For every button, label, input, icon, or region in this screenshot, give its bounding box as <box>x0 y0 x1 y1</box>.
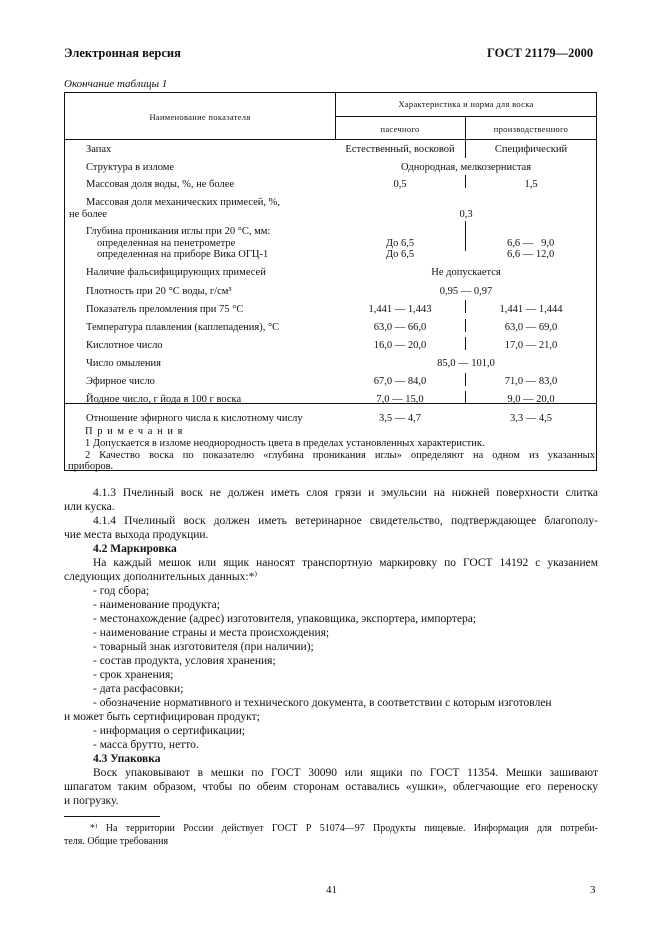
note-2-line2: приборов. <box>68 461 114 472</box>
row-water-a: 0,5 <box>393 179 407 190</box>
heading-4-2: 4.2 Маркировка <box>93 543 177 555</box>
para-4-1-3-line2: или куска. <box>64 501 115 513</box>
list-item: - товарный знак изготовителя (при наличии); <box>93 641 314 653</box>
row-iodine-name: Йодное число, г йода в 100 г воска <box>86 394 242 405</box>
row-structure-name: Структура в изломе <box>86 162 175 173</box>
list-item: - масса брутто, нетто. <box>93 739 199 751</box>
row-ester-name: Эфирное число <box>86 376 155 387</box>
row-acid-name: Кислотное число <box>86 340 163 351</box>
row-needle-b2: 6,6 — 9,0 <box>507 238 555 249</box>
row-ratio-b: 3,3 — 4,5 <box>510 413 552 424</box>
row-melt-b: 63,0 — 69,0 <box>504 322 558 333</box>
list-item: и может быть сертифицирован продукт; <box>64 711 260 723</box>
footnote-line1: *⁾ На территории России действует ГОСТ Р 51074—97 Продукты пищевые. Информация для потреби- <box>90 823 598 834</box>
list-item: - дата расфасовки; <box>93 683 184 695</box>
row-needle-name1: Глубина проникания иглы при 20 °С, мм: <box>86 226 271 237</box>
para-4-1-4-line1: 4.1.4 Пчелиный воск должен иметь ветеринарное свидетельство, подтверждающее благополу- <box>93 515 598 527</box>
row-needle-name2: определенная на пенетрометре <box>97 238 236 249</box>
note-2-line1: 2 Качество воска по показателю «глубина проникания иглы» определяют на одном из указанных <box>85 450 595 461</box>
list-item: - состав продукта, условия хранения; <box>93 655 276 667</box>
para-4-2-line1: На каждый мешок или ящик наносят транспортную маркировку по ГОСТ 14192 с указанием <box>93 557 598 569</box>
row-needle-b3: 6,6 — 12,0 <box>507 249 555 260</box>
sep-needle <box>465 221 466 251</box>
page-number-center: 41 <box>326 884 337 896</box>
list-item: - местонахождение (адрес) изготовителя, упаковщика, экспортера, импортера; <box>93 613 477 625</box>
list-item: - информация о сертификации; <box>93 725 246 737</box>
table-hline-subheader <box>335 116 597 117</box>
row-mech-value: 0,3 <box>459 209 473 220</box>
row-falsify-value: Не допускается <box>431 267 501 278</box>
row-mech-name2: не более <box>69 209 107 220</box>
list-item: - срок хранения; <box>93 669 174 681</box>
row-melt-name: Температура плавления (каплепадения), °С <box>86 322 280 333</box>
row-melt-a: 63,0 — 66,0 <box>373 322 427 333</box>
row-ester-a: 67,0 — 84,0 <box>373 376 427 387</box>
row-saponif-value: 85,0 — 101,0 <box>437 358 495 369</box>
col-b-header: производственного <box>493 124 569 134</box>
row-iodine-a: 7,0 — 15,0 <box>376 394 424 405</box>
row-smell-a: Естественный, восковой <box>345 144 455 155</box>
row-acid-a: 16,0 — 20,0 <box>373 340 427 351</box>
notes-title: П р и м е ч а н и я <box>85 426 184 437</box>
para-4-3-line2: шпагатом таким образом, чтобы по обеим сторонам оставались «ушки», облегчающие его переноску <box>64 781 598 793</box>
row-mech-name1: Массовая доля механических примесей, %, <box>86 197 281 208</box>
page-number-right: 3 <box>590 884 596 896</box>
row-water-b: 1,5 <box>524 179 538 190</box>
row-refract-a: 1,441 — 1,443 <box>368 304 432 315</box>
header-left: Электронная версия <box>64 46 181 60</box>
note-1: 1 Допускается в изломе неоднородность цвета в пределах установленных характеристик. <box>85 438 485 449</box>
para-4-3-line1: Воск упаковывают в мешки по ГОСТ 30090 или ящики по ГОСТ 11354. Мешки зашивают <box>93 767 598 779</box>
row-refract-b: 1,441 — 1,444 <box>499 304 563 315</box>
para-4-1-4-line2: чие места выхода продукции. <box>64 529 209 541</box>
para-4-3-line3: и погрузку. <box>64 795 119 807</box>
row-water-name: Массовая доля воды, %, не более <box>86 179 235 190</box>
list-item: - наименование страны и места происхождения; <box>93 627 330 639</box>
footnote-rule <box>64 816 160 817</box>
row-needle-name3: определенная на приборе Вика ОГЦ-1 <box>97 249 269 260</box>
table-hline-header-bottom <box>65 139 597 140</box>
footnote-line2: теля. Общие требования <box>64 836 169 847</box>
row-density-value: 0,95 — 0,97 <box>439 286 493 297</box>
table-caption: Окончание таблицы 1 <box>64 78 168 90</box>
list-item: - год сбора; <box>93 585 150 597</box>
properties-table <box>64 92 597 471</box>
row-saponif-name: Число омыления <box>86 358 161 369</box>
para-4-1-3-line1: 4.1.3 Пчелиный воск не должен иметь слоя грязи и эмульсии на нижней поверхности слитка <box>93 487 598 499</box>
row-ratio-a: 3,5 — 4,7 <box>379 413 421 424</box>
col-name-header: Наименование показателя <box>149 112 251 122</box>
row-structure-value: Однородная, мелкозернистая <box>400 162 532 173</box>
para-4-2-line2: следующих дополнительных данных:*⁾ <box>64 571 258 583</box>
row-needle-a3: До 6,5 <box>385 249 415 260</box>
row-ester-b: 71,0 — 83,0 <box>504 376 558 387</box>
row-density-name: Плотность при 20 °С воды, г/см³ <box>86 286 232 297</box>
row-iodine-b: 9,0 — 20,0 <box>507 394 555 405</box>
heading-4-3: 4.3 Упаковка <box>93 753 161 765</box>
row-smell-name: Запах <box>86 144 112 155</box>
row-refract-name: Показатель преломления при 75 °С <box>86 304 244 315</box>
row-ratio-name: Отношение эфирного числа к кислотному числу <box>86 413 303 424</box>
header-right: ГОСТ 21179—2000 <box>487 46 594 60</box>
list-item: - обозначение нормативного и технического документа, в соответствии с которым изготовлен <box>93 697 552 709</box>
row-smell-b: Специфический <box>494 144 568 155</box>
col-group-header: Характеристика и норма для воска <box>398 99 534 109</box>
row-falsify-name: Наличие фальсифицирующих примесей <box>86 267 266 278</box>
row-needle-a2: До 6,5 <box>385 238 415 249</box>
row-acid-b: 17,0 — 21,0 <box>504 340 558 351</box>
list-item: - наименование продукта; <box>93 599 220 611</box>
col-a-header: пасечного <box>380 124 420 134</box>
